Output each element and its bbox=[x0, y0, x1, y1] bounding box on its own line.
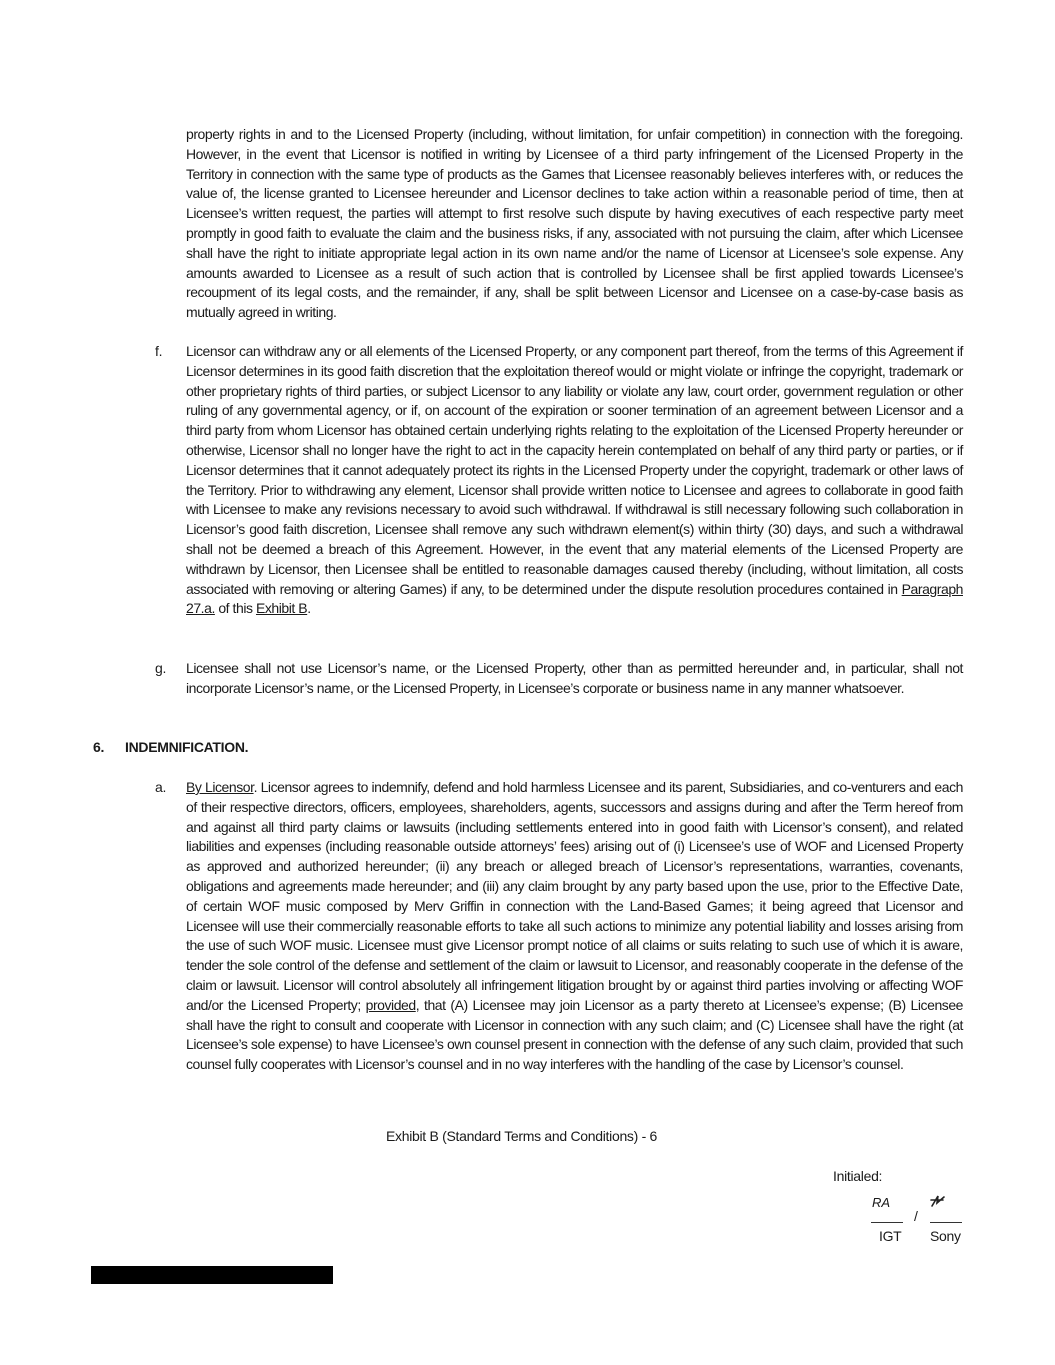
page-footer-label: Exhibit B (Standard Terms and Conditions) - 6 bbox=[385, 1128, 658, 1144]
paragraph-6a bbox=[186, 778, 963, 1075]
igt-signature-line bbox=[871, 1222, 903, 1223]
paragraph-6a-text-2: , that (A) Licensee may join Licensor as a party thereto at Licensee’s expense; (B) Licensee shall have the right to consult and cooperate with Licensor in connection with any such claim; and (C) Licensee shall have the right (at Licensee’s sole expense) to have Licensee’s own counsel present in connection with the defense of any such claim, provided that such counsel fully cooperates with Licensor’s counsel and in no way interferes with the handling of the case by Licensor’s counsel. bbox=[186, 996, 963, 1073]
paragraph-f-marker: f. bbox=[155, 343, 163, 359]
sony-signature-line bbox=[930, 1222, 962, 1223]
by-licensor-heading: By Licensor bbox=[186, 779, 254, 795]
paragraph-f-end: . bbox=[307, 600, 311, 617]
paragraph-e-continued: property rights in and to the Licensed Property (including, without limitation, for unfair competition) in connection with the foregoing. However, in the event that Licensor is notified in writing by Licensee of a third party infringement of the Licensed Property in the Territory in connection with the same type of products as the Games that Licensee reasonably believes interferes with, or reduces the value of, the license granted to Licensee hereunder and Licensor declines to take action within a reasonable period of time, then at Licensee’s written request, the parties will attempt to first resolve such dispute by having executives of each respective party meet promptly in good faith to evaluate the claim and the business risks, if any, associated with not pursuing the claim, after which Licensee shall have the right to initiate appropriate legal action in its own name and/or the name of Licensor at Licensee’s sole expense. Any amounts awarded to Licensee as a result of such action that is controlled by Licensee shall be first applied towards Licensee’s recoupment of its legal costs, and the remainder, if any, shall be split between Licensor and Licensee on a case-by-case basis as mutually agreed in writing. bbox=[186, 126, 963, 321]
provided-term: provided bbox=[365, 996, 416, 1013]
igt-label: IGT bbox=[879, 1228, 902, 1244]
section-6-number: 6. bbox=[93, 739, 105, 755]
sony-label: Sony bbox=[930, 1228, 961, 1244]
exhibit-b-link[interactable]: Exhibit B bbox=[255, 600, 308, 617]
sony-signature-mark bbox=[929, 1193, 947, 1209]
paragraph-6a-text-1: . Licensor agrees to indemnify, defend and hold harmless Licensee and its parent, Subsidiaries, and co-venturers and each of their respective directors, officers, employees, shareholders, agents, successors and assigns during and after the Term hereof from and against all third party claims or lawsuits (including settlements entered into in good faith with Licensor’s consent), and related liabilities and expenses (including reasonable outside attorneys’ fees) arising out of (i) Licensee’s use of WOF and Licensed Property as approved and authorized hereunder; (ii) any breach or alleged breach of Licensor’s representations, warranties, covenants, obligations and agreements made hereunder; and (iii) any claim brought by any party based upon the use, prior to the Effective Date, of certain WOF music composed by Merv Griffin in connection with the Land-Based Games; it being agreed that Licensor and Licensee will use their commercially reasonable efforts to take all such actions to minimize any potential liability and losses arising from the use of such WOF music. Licensee must give Licensor prompt notice of all claims or suits relating to such use of which it is aware, tender the sole control of the defense and settlement of the claim or lawsuit to Licensor, and reasonably cooperate in the defense of the claim or lawsuit. Licensor will control absolutely all infringement litigation brought by or against third parties involving or affecting WOF and/or the Licensed Property; bbox=[186, 779, 963, 1013]
section-6-title: INDEMNIFICATION. bbox=[125, 739, 249, 755]
paragraph-f bbox=[186, 342, 963, 619]
paragraph-g-marker: g. bbox=[155, 660, 167, 676]
initials-separator: / bbox=[914, 1208, 918, 1224]
paragraph-g: Licensee shall not use Licensor’s name, or the Licensed Property, other than as permitted hereunder and, in particular, shall not incorporate Licensor’s name, or the Licensed Property, in Licensee’s corporate or business name in any manner whatsoever. bbox=[186, 660, 963, 696]
paragraph-6a-marker: a. bbox=[155, 779, 167, 795]
igt-initials: RA bbox=[872, 1195, 891, 1210]
paragraph-f-mid: of this bbox=[214, 600, 256, 617]
paragraph-27a-link[interactable]: Paragraph 27.a. bbox=[186, 580, 963, 617]
paragraph-f-text: Licensor can withdraw any or all elements of the Licensed Property, or any component part thereof, from the terms of this Agreement if Licensor determines in its good faith discretion that the exploitation thereof would or might violate or infringe the copyright, trademark or other proprietary rights of third parties, or subject Licensor to any liability or violate any law, court order, government regulation or other ruling of any governmental agency, or if, on account of the expiration or sooner termination of an agreement between Licensor and a third party from whom Licensor has obtained certain underlying rights relating to the exploitation of the Licensed Property hereunder or otherwise, Licensor shall no longer have the right to act in the capacity herein contemplated on behalf of any third party or parties, or if Licensor determines that it cannot adequately protect its rights in the Licensed Property under the copyright, trademark or other laws of the Territory. Prior to withdrawing any element, Licensor shall provide written notice to Licensee and agrees to collaborate in good faith with Licensee to make any revisions necessary to avoid such withdrawal. If withdrawal is still necessary following such collaboration in Licensor’s good faith discretion, Licensee shall remove any such withdrawn element(s) within thirty (30) days, and such a withdrawal shall not be deemed a breach of this Agreement. However, in the event that any material elements of the Licensed Property are withdrawn by Licensor, then Licensee shall be entitled to reasonable damages caused thereby (including, without limitation, all costs associated with removing or altering Games) if any, to be determined under the dispute resolution procedures contained in bbox=[186, 343, 963, 597]
redaction-bar bbox=[91, 1266, 333, 1284]
initialed-label: Initialed: bbox=[833, 1168, 883, 1184]
